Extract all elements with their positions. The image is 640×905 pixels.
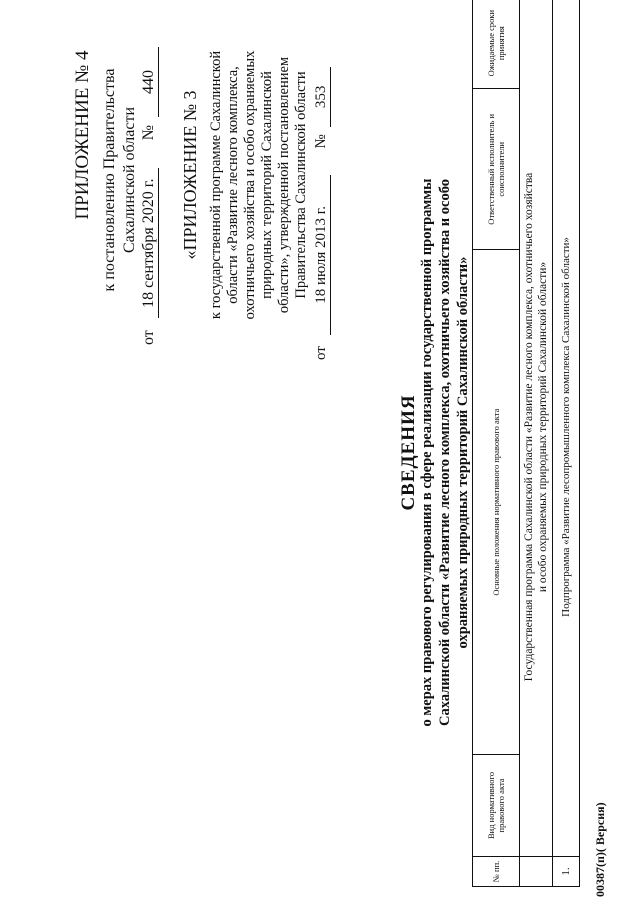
document-subheading — [418, 120, 472, 785]
header-number: № пп. — [473, 856, 520, 886]
annex-3-number-label: № — [313, 134, 329, 149]
annex-4-title: ПРИЛОЖЕНИЕ № 4 — [72, 50, 93, 220]
heading-line: Сахалинской области «Развитие лесного комплекса, охотничьего хозяйства и особо — [437, 178, 453, 727]
annex-3-title: «ПРИЛОЖЕНИЕ № 3 — [180, 90, 200, 260]
annex-3-line: охотничьего хозяйства и особо охраняемых — [242, 50, 258, 320]
annex-4-line2: Сахалинской области — [121, 106, 138, 254]
program-row-line: и особо охраняемых природных территорий Сахалинской области» — [537, 261, 549, 593]
table-row-program — [520, 0, 553, 887]
annex-4-subtitle — [100, 15, 140, 345]
annex-3-line: Правительства Сахалинской области — [293, 71, 309, 299]
heading-line: охраняемых природных территорий Сахалинской области» — [455, 256, 471, 649]
regulation-table — [472, 0, 572, 887]
annex-3-number: 353 — [313, 67, 331, 127]
table-header-row — [473, 0, 520, 887]
annex-3-from: от — [313, 346, 329, 360]
annex-4-from: от — [140, 330, 157, 345]
annex-3-line: природных территорий Сахалинской — [259, 71, 275, 299]
annex-4-number: 440 — [140, 47, 159, 117]
annex-3-text — [208, 10, 310, 360]
header-deadline: Ожидаемые сроки принятия — [473, 0, 520, 89]
annex-3-line: области», утвержденной постановлением — [276, 56, 292, 314]
header-act-provisions: Основные положения нормативного правового акта — [473, 250, 520, 755]
header-act-type: Вид нормативного правового акта — [473, 754, 520, 856]
annex-3-date: 18 июля 2013 г. — [313, 175, 331, 335]
heading-line: о мерах правового регулирования в сфере реализации государственной программы — [419, 178, 435, 727]
annex-4-date-line — [140, 15, 159, 345]
annex-4-number-label: № — [140, 124, 157, 141]
document-heading: СВЕДЕНИЯ — [398, 394, 419, 511]
annex-4-date: 18 сентября 2020 г. — [140, 168, 159, 318]
row-number: 1. — [553, 856, 580, 886]
table-row-subprogram — [553, 0, 580, 887]
subprogram-row-text: Подпрограмма «Развитие лесопромышленного комплекса Сахалинской области» — [553, 0, 580, 856]
program-row-spacer — [520, 856, 553, 886]
annex-3-line: к государственной программе Сахалинской — [208, 50, 224, 320]
program-row-line: Государственная программа Сахалинской области «Развитие лесного комплекса, охотничьего хозяйства — [523, 172, 535, 682]
annex-4-line1: к постановлению Правительства — [101, 68, 118, 292]
footer-code: 00387(п)( Версия) — [593, 802, 607, 897]
program-row-text — [520, 0, 553, 856]
annex-3-line: области «Развитие лесного комплекса, — [225, 66, 241, 304]
header-executor: Ответственный исполнитель и соисполнители — [473, 89, 520, 250]
annex-3-date-line — [313, 10, 331, 360]
